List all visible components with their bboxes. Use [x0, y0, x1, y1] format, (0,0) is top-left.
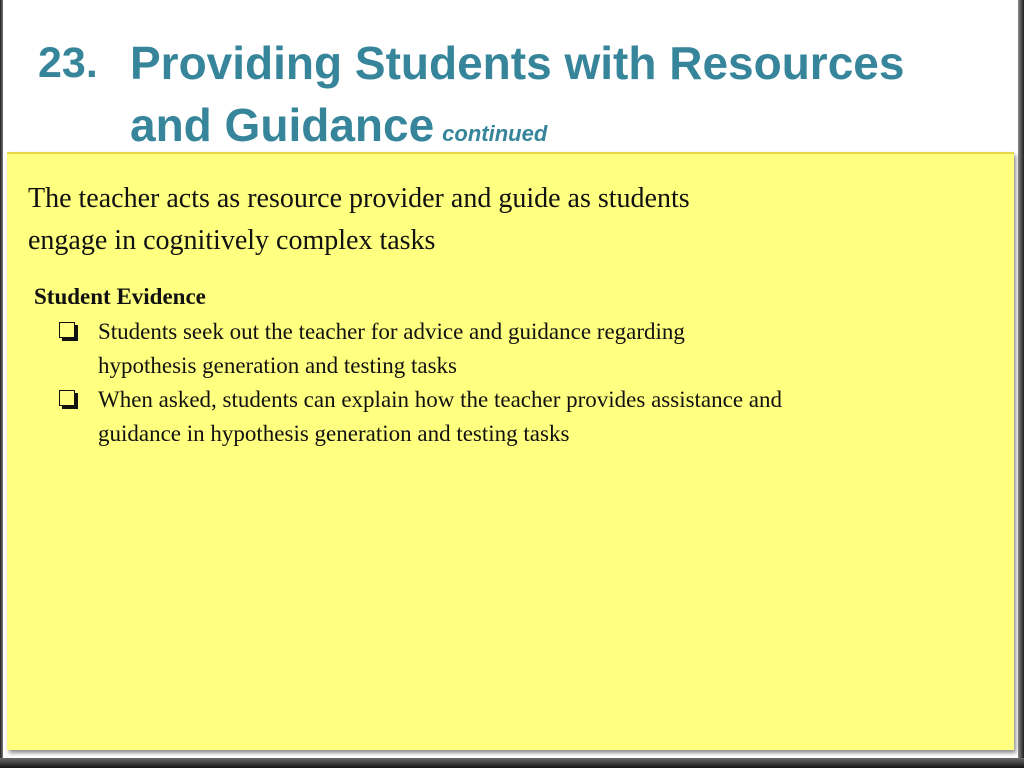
slide-title [130, 32, 1010, 165]
slide-frame-right [1018, 0, 1024, 768]
slide-frame-left [0, 0, 3, 768]
evidence-item-line2: guidance in hypothesis generation and testing tasks [98, 421, 570, 446]
student-evidence-list [55, 315, 1005, 451]
lead-line1: The teacher acts as resource provider and guide as students [28, 183, 690, 214]
checkbox-bullet-icon [59, 322, 75, 338]
lead-line2: engage in cognitively complex tasks [28, 225, 436, 256]
list-item [55, 315, 1005, 383]
list-item [55, 383, 1005, 451]
evidence-item-line2: hypothesis generation and testing tasks [98, 353, 457, 378]
slide-frame-bottom [0, 758, 1024, 768]
checkbox-bullet-icon [59, 390, 75, 406]
evidence-item-line1: When asked, students can explain how the teacher provides assistance and [98, 387, 783, 412]
student-evidence-heading: Student Evidence [34, 284, 206, 309]
slide-title-line2: and Guidance [130, 99, 435, 151]
lead-statement [28, 178, 988, 262]
evidence-item-line1: Students seek out the teacher for advice and guidance regarding [98, 319, 685, 344]
content-box [7, 152, 1014, 750]
slide-title-number: 23. [38, 39, 98, 87]
slide-title-continued: continued [442, 121, 548, 146]
slide-title-line1: Providing Students with Resources [130, 37, 905, 89]
